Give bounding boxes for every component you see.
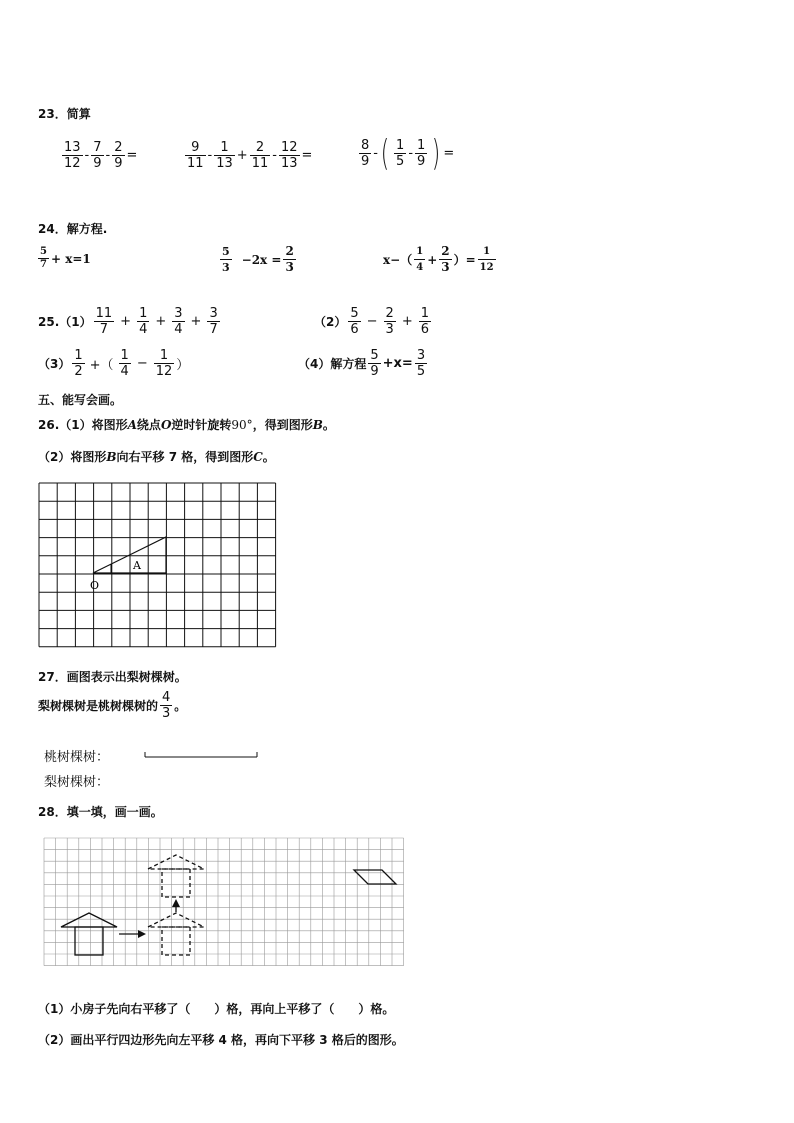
q25-part-1: 25.（1） $\frac{11}{7}$ + $\frac{1}{4}$ + $\frac{3}{4}$ + $\frac{3}{7}$	[38, 306, 218, 337]
parallelogram-shape	[354, 870, 396, 884]
q28-title: 28．填一填，画一画。	[38, 805, 163, 819]
q26-instruction-2: （2）将图形B向右平移 7 格，得到图形C。	[38, 450, 275, 464]
q27-statement: 梨树棵树是桃树棵树的 $\frac{4}{3}$ 。	[38, 690, 187, 721]
q24-equation-1: $\frac{5}{7}$ + x=1	[40, 246, 91, 270]
q23-expression-1: $\frac{13}{12}$ - $\frac{7}{9}$ - $\frac{2}{9}$ =	[64, 140, 138, 171]
q24-title: 24．解方程.	[38, 222, 108, 236]
q24-equation-2: $\frac{5}{3}$ −2x = $\frac{2}{3}$	[222, 244, 294, 274]
pear-label: 梨树棵树：	[44, 775, 110, 790]
q23-expression-2: $\frac{9}{11}$ - $\frac{1}{13}$ + $\frac{2}{11}$ - $\frac{12}{13}$ =	[187, 140, 313, 171]
arrow-up-icon	[172, 899, 180, 912]
peach-label: 桃树棵树：	[44, 750, 110, 765]
label-o: O	[90, 579, 100, 592]
q27-title: 27．画图表示出梨树棵树。	[38, 670, 187, 684]
q25-part-4: （4）解方程 $\frac{5}{9}$ +x= $\frac{3}{5}$	[298, 348, 426, 379]
q23-title: 23．简算	[38, 107, 91, 121]
q26-instruction-1: 26.（1）将图形A绕点O逆时针旋转90°，得到图形B。	[38, 418, 335, 432]
q23-expression-3: $\frac{8}{9}$ - ( $\frac{1}{5}$ - $\frac{1}{9}$ ) =	[361, 132, 455, 174]
q24-equation-3: x−（ $\frac{1}{4}$ + $\frac{2}{3}$ ）= $\frac{1}{12}$	[383, 244, 494, 274]
q28-part-1: （1）小房子先向右平移了（ ）格，再向上平移了（ ）格。	[38, 1002, 395, 1016]
arrow-right-icon	[119, 930, 146, 938]
q26-grid-figure	[38, 482, 278, 648]
label-a: A	[133, 559, 141, 572]
section-heading: 五、能写会画。	[38, 393, 123, 407]
q25-part-3: （3） $\frac{1}{2}$ +（ $\frac{1}{4}$ − $\frac{1}{12}$ ）	[38, 348, 190, 379]
q25-part-2: （2） $\frac{5}{6}$ − $\frac{2}{3}$ + $\frac{1}{6}$	[314, 306, 430, 337]
q28-grid	[44, 838, 404, 966]
q28-part-2: （2）画出平行四边形先向左平移 4 格，再向下平移 3 格后的图形。	[38, 1033, 404, 1047]
q28-grid-figure	[42, 836, 416, 976]
peach-segment	[144, 750, 260, 760]
q26-grid	[39, 483, 276, 647]
